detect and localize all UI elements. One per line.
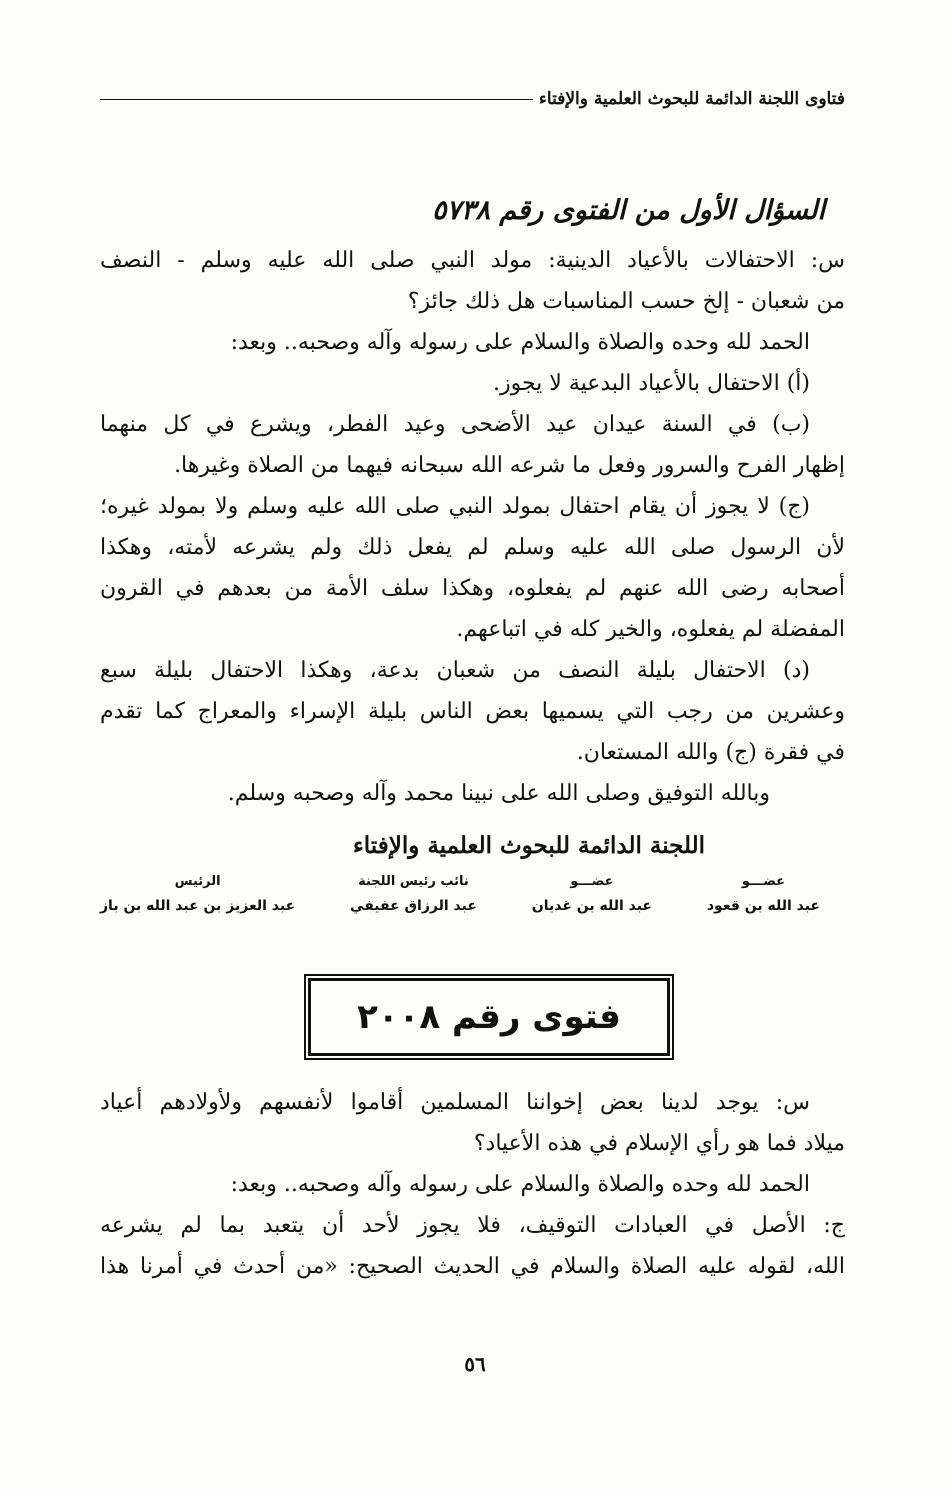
signature-name: عبد العزيز بن عبد الله بن باز: [100, 898, 296, 914]
body-line: أصحابه رضى الله عنهم لم يفعلوه، وهكذا سلف الأمة من بعدهم في القرون: [100, 576, 845, 601]
body-line: من شعبان - إلخ حسب المناسبات هل ذلك جائز؟: [407, 289, 845, 314]
body-line: المفضلة لم يفعلوه، والخير كله في اتباعهم.: [456, 617, 845, 642]
body-line: س: الاحتفالات بالأعياد الدينية: مولد النبي صلى الله عليه وسلم - النصف: [100, 248, 845, 273]
body-line: الحمد لله وحده والصلاة والسلام على رسوله وآله وصحبه.. وبعد:: [230, 330, 810, 355]
running-header-title: فتاوى اللجنة الدائمة للبحوث العلمية والإفتاء: [538, 89, 845, 109]
running-header: [100, 88, 845, 110]
body-line: (ب) في السنة عيدان عيد الأضحى وعيد الفطر، ويشرع في كل منهما: [100, 412, 810, 437]
question-heading: السؤال الأول من الفتوى رقم ٥٧٣٨: [432, 195, 825, 226]
signature-name: عبد الله بن غديان: [531, 898, 652, 914]
signature: [100, 874, 295, 914]
body-line: (ج) لا يجوز أن يقام احتفال بمولد النبي صلى الله عليه وسلم ولا بمولد غيره؛: [100, 494, 810, 519]
signature-role: عضـــو: [570, 874, 614, 889]
body-line: وعشرين من رجب التي يسميها بعض الناس بليلة الإسراء والمعراج كما تقدم: [100, 699, 845, 724]
body-line: الحمد لله وحده والصلاة والسلام على رسوله وآله وصحبه.. وبعد:: [230, 1172, 810, 1197]
body-line: في فقرة (ج) والله المستعان.: [576, 740, 845, 765]
signature-block: [100, 874, 820, 914]
body-line: إظهار الفرح والسرور وفعل ما شرعه الله سبحانه فيهما من الصلاة وغيرها.: [174, 453, 845, 478]
body-line: (أ) الاحتفال بالأعياد البدعية لا يجوز.: [492, 371, 810, 396]
body-line: ميلاد فما هو رأي الإسلام في هذه الأعياد؟: [473, 1131, 845, 1156]
signature-role: الرئيس: [174, 874, 221, 889]
section2-body: [100, 1082, 845, 1287]
signature-role: عضـــو: [741, 874, 786, 889]
signature-name: عبد الرزاق عفيفي: [350, 898, 477, 914]
body-line: وبالله التوفيق وصلى الله على نبينا محمد وآله وصحبه وسلم.: [227, 781, 770, 806]
page-number: ٥٦: [464, 1352, 486, 1376]
signature: [350, 874, 477, 914]
signature: [707, 874, 820, 914]
committee-name: اللجنة الدائمة للبحوث العلمية والإفتاء: [352, 832, 705, 859]
body-line: لأن الرسول صلى الله عليه وسلم لم يفعل ذلك ولم يشرعه لأمته، وهكذا: [100, 535, 845, 560]
signature-role: نائب رئيس اللجنة: [358, 874, 469, 889]
fatwa-number-box: [308, 978, 670, 1056]
body-line: ج: الأصل في العبادات التوقيف، فلا يجوز لأحد أن يتعبد بما لم يشرعه: [100, 1213, 845, 1238]
signature-name: عبد الله بن قعود: [706, 898, 820, 914]
body-line: (د) الاحتفال بليلة النصف من شعبان بدعة، وهكذا الاحتفال بليلة سبع: [100, 658, 810, 683]
body-line: س: يوجد لدينا بعض إخواننا المسلمين أقاموا لأنفسهم ولأولادهم أعياد: [100, 1090, 810, 1115]
fatwa-number-label: فتوى رقم ٢٠٠٨: [357, 997, 621, 1037]
signature: [532, 874, 652, 914]
section1-body: [100, 240, 845, 814]
header-rule: [100, 99, 533, 100]
body-line: الله، لقوله عليه الصلاة والسلام في الحديث الصحيح: «من أحدث في أمرنا هذا: [100, 1254, 845, 1279]
